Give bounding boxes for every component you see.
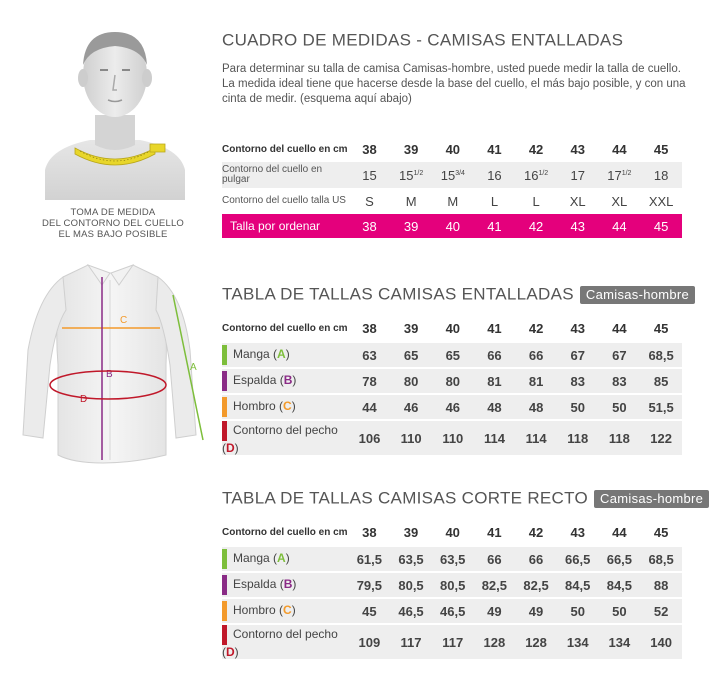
value-cell: 44 bbox=[349, 394, 391, 420]
value-cell: 61,5 bbox=[349, 546, 391, 572]
us-cell: S bbox=[365, 193, 374, 209]
value-cell: 85 bbox=[640, 368, 682, 394]
value-cell: 65 bbox=[390, 342, 432, 368]
value-cell: 67 bbox=[599, 342, 641, 368]
value-cell: 118 bbox=[557, 420, 599, 455]
inch-cell bbox=[390, 162, 432, 188]
section2-title bbox=[222, 284, 695, 305]
measure-letter: C bbox=[283, 399, 292, 414]
us-cell: M bbox=[447, 193, 459, 209]
size-cell: 42 bbox=[528, 525, 544, 540]
size-cell: 41 bbox=[487, 321, 502, 336]
size-cell: 43 bbox=[570, 525, 585, 540]
value-cell: 134 bbox=[557, 624, 599, 659]
value-cell: 68,5 bbox=[640, 546, 682, 572]
size-cell: 45 bbox=[653, 321, 669, 336]
measure-close: ) bbox=[285, 551, 290, 566]
size-cell: 38 bbox=[362, 525, 377, 540]
value-cell: 46 bbox=[390, 394, 432, 420]
measure-label bbox=[222, 546, 349, 572]
measure-label bbox=[222, 598, 349, 624]
measure-label bbox=[222, 368, 349, 394]
size-cell: 38 bbox=[362, 141, 377, 157]
neck-caption-line: TOMA DE MEDIDA bbox=[70, 207, 156, 218]
value-cell: 114 bbox=[515, 420, 557, 455]
size-cell: 45 bbox=[653, 525, 669, 540]
value-cell: 67 bbox=[557, 342, 599, 368]
neck-caption-line: DEL CONTORNO DEL CUELLO bbox=[41, 218, 185, 229]
inch-label: Contorno del cuello en pulgar bbox=[222, 162, 349, 188]
order-cell: 38 bbox=[349, 214, 391, 238]
neck-measurement-illustration bbox=[40, 20, 190, 200]
table-row bbox=[222, 520, 682, 546]
value-cell: 117 bbox=[390, 624, 432, 659]
inch-cell bbox=[557, 162, 599, 188]
order-cell: 45 bbox=[640, 214, 682, 238]
measure-name: Contorno del pecho ( bbox=[222, 423, 338, 455]
header-label: Contorno del cuello en cm bbox=[222, 527, 348, 538]
section3-title bbox=[222, 488, 709, 509]
value-cell: 114 bbox=[474, 420, 516, 455]
section1-title-text: CUADRO DE MEDIDAS - CAMISAS ENTALLADAS bbox=[222, 30, 624, 50]
value-cell: 66 bbox=[474, 342, 516, 368]
color-marker bbox=[222, 345, 227, 365]
size-cell: 43 bbox=[570, 141, 585, 157]
table-row bbox=[222, 572, 682, 598]
value-cell: 78 bbox=[349, 368, 391, 394]
value-cell: 49 bbox=[474, 598, 516, 624]
size-cell: 44 bbox=[612, 141, 627, 157]
shirt-measurement-illustration bbox=[18, 255, 218, 470]
value-cell: 50 bbox=[557, 598, 599, 624]
value-cell: 83 bbox=[599, 368, 641, 394]
size-cell: 39 bbox=[403, 321, 419, 336]
table-row bbox=[222, 624, 682, 659]
size-cell: 44 bbox=[612, 525, 627, 540]
value-cell: 140 bbox=[640, 624, 682, 659]
measure-label bbox=[222, 420, 349, 455]
table-row bbox=[222, 546, 682, 572]
color-marker bbox=[222, 549, 227, 569]
size-cell: 40 bbox=[445, 525, 460, 540]
table-row bbox=[222, 420, 682, 455]
measure-letter: D bbox=[226, 441, 235, 455]
value-cell: 46,5 bbox=[432, 598, 474, 624]
value-cell: 110 bbox=[432, 420, 474, 455]
value-cell: 80 bbox=[432, 368, 474, 394]
measure-label-b: B bbox=[106, 369, 113, 380]
size-cell: 41 bbox=[487, 525, 502, 540]
measure-label-d: D bbox=[80, 394, 88, 405]
measure-label-a: A bbox=[190, 362, 197, 373]
value-cell: 81 bbox=[474, 368, 516, 394]
inch-value: 17 bbox=[570, 167, 585, 183]
color-marker bbox=[222, 421, 227, 441]
order-label: Talla por ordenar bbox=[222, 214, 349, 238]
value-cell: 50 bbox=[599, 394, 641, 420]
measure-letter: A bbox=[277, 347, 286, 362]
measure-label bbox=[222, 624, 349, 659]
size-cell: 42 bbox=[528, 321, 544, 336]
table-row bbox=[222, 368, 682, 394]
inch-fraction: 1/2 bbox=[413, 169, 424, 177]
table-row bbox=[222, 394, 682, 420]
value-cell: 81 bbox=[515, 368, 557, 394]
table-row bbox=[222, 214, 682, 238]
us-cell: L bbox=[532, 193, 540, 209]
value-cell: 63,5 bbox=[432, 546, 474, 572]
order-cell: 43 bbox=[557, 214, 599, 238]
measure-label bbox=[222, 394, 349, 420]
inch-cell bbox=[640, 162, 682, 188]
inch-value: 18 bbox=[653, 167, 669, 183]
inch-value: 15 bbox=[399, 167, 414, 183]
value-cell: 50 bbox=[599, 598, 641, 624]
size-cell: 39 bbox=[403, 141, 419, 157]
order-cell: 39 bbox=[390, 214, 432, 238]
value-cell: 66,5 bbox=[599, 546, 641, 572]
color-marker bbox=[222, 601, 227, 621]
size-cell: 40 bbox=[445, 141, 461, 157]
color-marker bbox=[222, 371, 227, 391]
value-cell: 48 bbox=[474, 394, 516, 420]
us-cell: M bbox=[405, 193, 417, 209]
value-cell: 117 bbox=[432, 624, 474, 659]
value-cell: 49 bbox=[515, 598, 557, 624]
value-cell: 80,5 bbox=[390, 572, 432, 598]
order-cell: 42 bbox=[515, 214, 557, 238]
measure-letter: D bbox=[226, 645, 235, 659]
value-cell: 80,5 bbox=[432, 572, 474, 598]
value-cell: 46 bbox=[432, 394, 474, 420]
value-cell: 63,5 bbox=[390, 546, 432, 572]
color-marker bbox=[222, 625, 227, 645]
table-row bbox=[222, 342, 682, 368]
table-row bbox=[222, 598, 682, 624]
measure-name: Manga ( bbox=[233, 551, 278, 566]
order-cell: 41 bbox=[474, 214, 516, 238]
inch-cell bbox=[515, 162, 557, 188]
measure-label bbox=[222, 342, 349, 368]
size-cell: 45 bbox=[653, 141, 669, 157]
us-label: Contorno del cuello talla US bbox=[222, 195, 346, 206]
value-cell: 80 bbox=[390, 368, 432, 394]
measure-letter: B bbox=[283, 577, 293, 592]
measure-name: Hombro ( bbox=[233, 603, 284, 618]
value-cell: 45 bbox=[349, 598, 391, 624]
inch-cell bbox=[349, 162, 391, 188]
measure-letter: B bbox=[283, 373, 293, 388]
header-label: Contorno del cuello en cm bbox=[222, 143, 348, 155]
value-cell: 66 bbox=[515, 342, 557, 368]
value-cell: 84,5 bbox=[557, 572, 599, 598]
value-cell: 63 bbox=[349, 342, 391, 368]
inch-fraction: 1/2 bbox=[538, 169, 549, 177]
value-cell: 110 bbox=[390, 420, 432, 455]
value-cell: 106 bbox=[349, 420, 391, 455]
intro-text: Para determinar su talla de camisa Camisas-hombre, usted puede medir la talla de cuello. La medida ideal tiene que hacerse desde la base del cuello, el más bajo posible, y con una cinta de medir. (esquema aquí abajo) bbox=[222, 63, 686, 105]
measure-close: ) bbox=[291, 603, 296, 618]
brand-badge: Camisas-hombre bbox=[594, 490, 709, 508]
value-cell: 82,5 bbox=[474, 572, 516, 598]
value-cell: 134 bbox=[599, 624, 641, 659]
value-cell: 66 bbox=[474, 546, 516, 572]
inch-value: 17 bbox=[607, 167, 622, 183]
size-cell: 41 bbox=[487, 141, 502, 157]
measure-name: Espalda ( bbox=[233, 577, 284, 592]
value-cell: 50 bbox=[557, 394, 599, 420]
value-cell: 51,5 bbox=[640, 394, 682, 420]
size-cell: 40 bbox=[445, 321, 461, 336]
neck-size-table bbox=[222, 136, 682, 238]
us-cell: L bbox=[490, 193, 499, 209]
measure-close: ) bbox=[291, 399, 296, 414]
size-cell: 42 bbox=[528, 141, 544, 157]
section3-title-text: TABLA DE TALLAS CAMISAS CORTE RECTO bbox=[222, 488, 589, 508]
value-cell: 52 bbox=[640, 598, 682, 624]
measure-letter: C bbox=[283, 603, 292, 618]
value-cell: 83 bbox=[557, 368, 599, 394]
inch-cell bbox=[432, 162, 474, 188]
value-cell: 128 bbox=[474, 624, 516, 659]
brand-badge: Camisas-hombre bbox=[580, 286, 695, 304]
measure-label bbox=[222, 572, 349, 598]
straight-size-table bbox=[222, 520, 682, 659]
value-cell: 66 bbox=[515, 546, 557, 572]
measure-close: ) bbox=[234, 645, 239, 659]
table-row bbox=[222, 162, 682, 188]
table-row bbox=[222, 136, 682, 162]
value-cell: 118 bbox=[599, 420, 641, 455]
us-cell: XL bbox=[611, 193, 628, 209]
value-cell: 48 bbox=[515, 394, 557, 420]
size-cell: 39 bbox=[403, 525, 419, 540]
inch-value: 16 bbox=[523, 167, 539, 183]
measure-name: Espalda ( bbox=[233, 373, 284, 388]
value-cell: 109 bbox=[349, 624, 391, 659]
section2-title-text: TABLA DE TALLAS CAMISAS ENTALLADAS bbox=[222, 284, 574, 304]
measure-letter: A bbox=[277, 551, 286, 566]
inch-value: 16 bbox=[487, 167, 502, 183]
inch-cell bbox=[474, 162, 516, 188]
color-marker bbox=[222, 397, 227, 417]
color-marker bbox=[222, 575, 227, 595]
size-cell: 43 bbox=[570, 321, 585, 336]
inch-cell bbox=[599, 162, 641, 188]
header-label: Contorno del cuello en cm bbox=[222, 323, 348, 334]
table-row bbox=[222, 316, 682, 342]
measure-close: ) bbox=[234, 441, 239, 455]
fitted-size-table bbox=[222, 316, 682, 455]
order-cell: 44 bbox=[599, 214, 641, 238]
neck-caption-line: EL MAS BAJO POSIBLE bbox=[58, 229, 168, 240]
inch-fraction: 3/4 bbox=[455, 169, 465, 177]
inch-value: 15 bbox=[362, 167, 377, 183]
value-cell: 65 bbox=[432, 342, 474, 368]
value-cell: 122 bbox=[640, 420, 682, 455]
inch-fraction: 1/2 bbox=[621, 169, 632, 177]
value-cell: 128 bbox=[515, 624, 557, 659]
size-cell: 44 bbox=[612, 321, 627, 336]
value-cell: 88 bbox=[640, 572, 682, 598]
value-cell: 79,5 bbox=[349, 572, 391, 598]
measure-name: Contorno del pecho ( bbox=[222, 627, 338, 659]
inch-value: 15 bbox=[440, 167, 456, 183]
measure-close: ) bbox=[292, 373, 297, 388]
measure-label-c: C bbox=[120, 315, 128, 326]
section1-title bbox=[222, 30, 623, 51]
value-cell: 68,5 bbox=[640, 342, 682, 368]
value-cell: 82,5 bbox=[515, 572, 557, 598]
value-cell: 46,5 bbox=[390, 598, 432, 624]
value-cell: 84,5 bbox=[599, 572, 641, 598]
neck-caption bbox=[18, 207, 208, 240]
measure-close: ) bbox=[292, 577, 297, 592]
table-row bbox=[222, 188, 682, 214]
value-cell: 66,5 bbox=[557, 546, 599, 572]
measure-close: ) bbox=[285, 347, 290, 362]
us-cell: XXL bbox=[648, 193, 674, 209]
size-cell: 38 bbox=[362, 321, 377, 336]
measure-name: Manga ( bbox=[233, 347, 278, 362]
order-cell: 40 bbox=[432, 214, 474, 238]
us-cell: XL bbox=[569, 193, 586, 209]
measure-name: Hombro ( bbox=[233, 399, 284, 414]
